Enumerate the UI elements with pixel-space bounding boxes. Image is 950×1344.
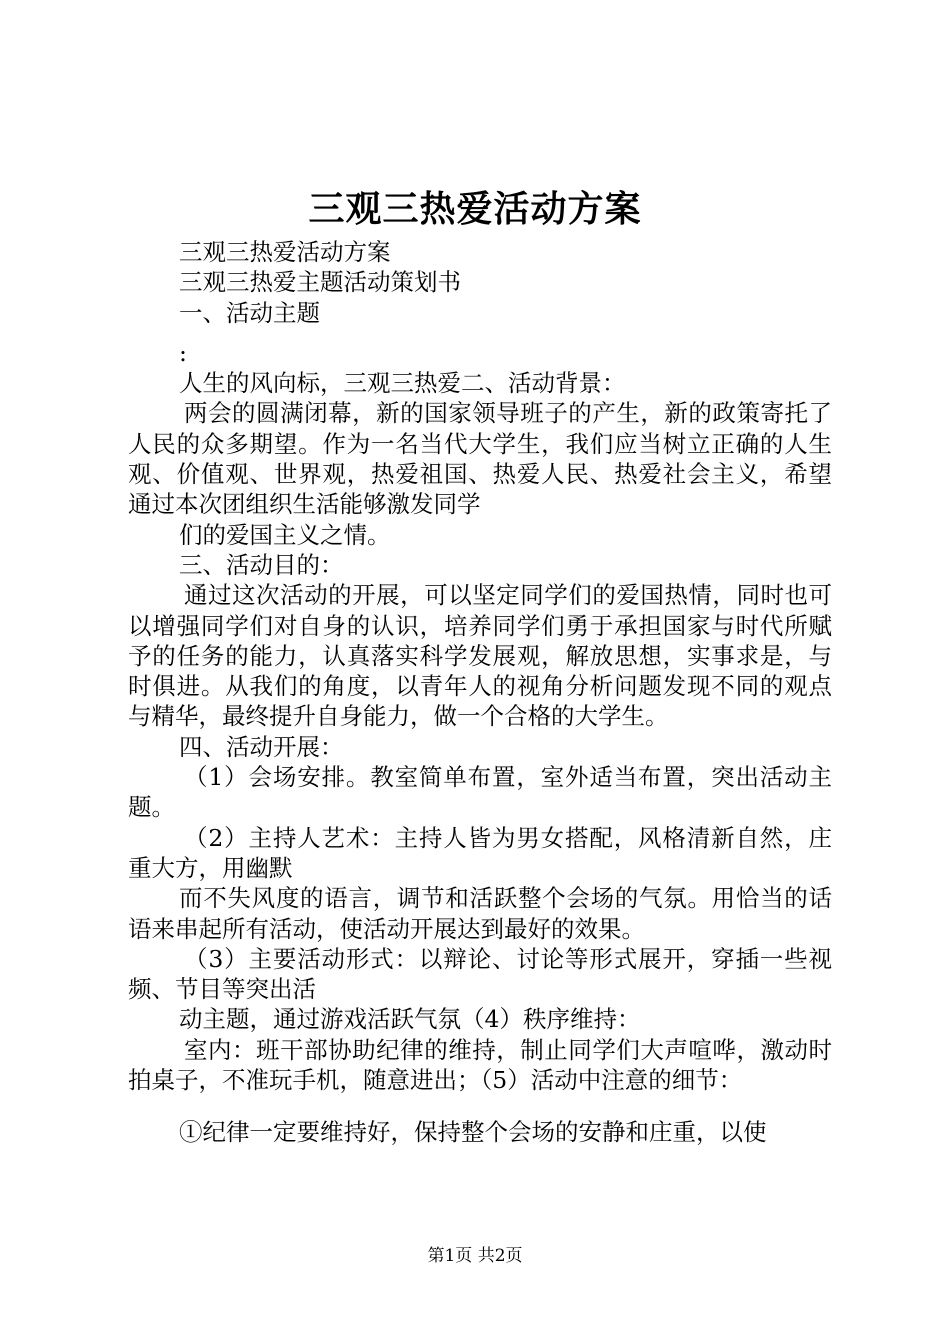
list-item: （1）会场安排。教室简单布置，室外适当布置，突出活动主题。 <box>128 763 832 822</box>
document-title: 三观三热爱活动方案 <box>308 188 642 230</box>
paragraph: 通过这次活动的开展，可以坚定同学们的爱国热情，同时也可以增强同学们对自身的认识，培养同学们勇于承担国家与时代所赋予的任务的能力，认真落实科学发展观，解放思想，实事求是，与时俱进。从我们的角度，以青年人的视角分析问题发现不同的观点与精华，最终提升自身能力，做一个合格的大学生。 <box>128 581 832 731</box>
paragraph: 们的爱国主义之情。 <box>179 520 391 549</box>
paragraph: 室内：班干部协助纪律的维持，制止同学们大声喧哗，激动时拍桌子，不准玩手机，随意进出；（5）活动中注意的细节： <box>128 1035 832 1095</box>
paragraph: 人生的风向标，三观三热爱二、活动背景： <box>179 369 626 398</box>
paragraph: 三观三热爱活动方案 <box>179 238 391 266</box>
list-item: （2）主持人艺术：主持人皆为男女搭配，风格清新自然，庄重大方，用幽默 <box>128 823 832 882</box>
list-item: （3）主要活动形式：以辩论、讨论等形式展开，穿插一些视频、节目等突出活 <box>128 944 832 1004</box>
page-number: 第1页 共2页 <box>427 1246 523 1266</box>
section-heading: 三、活动目的： <box>179 550 344 579</box>
paragraph: 两会的圆满闭幕，新的国家领导班子的产生，新的政策寄托了人民的众多期望。作为一名当代大学生，我们应当树立正确的人生观、价值观、世界观，热爱祖国、热爱人民、热爱社会主义，希望通过本次团组织生活能够激发同学 <box>128 399 832 519</box>
document-body <box>128 237 832 1148</box>
paragraph: : <box>179 338 187 367</box>
paragraph: 动主题，通过游戏活跃气氛（4）秩序维持： <box>179 1005 641 1034</box>
paragraph: 三观三热爱主题活动策划书 <box>179 268 461 297</box>
list-item: ①纪律一定要维持好，保持整个会场的安静和庄重，以使 <box>179 1118 767 1147</box>
section-heading: 四、活动开展： <box>179 732 344 761</box>
paragraph: 而不失风度的语言，调节和活跃整个会场的气氛。用恰当的话语来串起所有活动，使活动开展达到最好的效果。 <box>128 884 832 943</box>
section-heading: 一、活动主题 <box>179 298 320 327</box>
